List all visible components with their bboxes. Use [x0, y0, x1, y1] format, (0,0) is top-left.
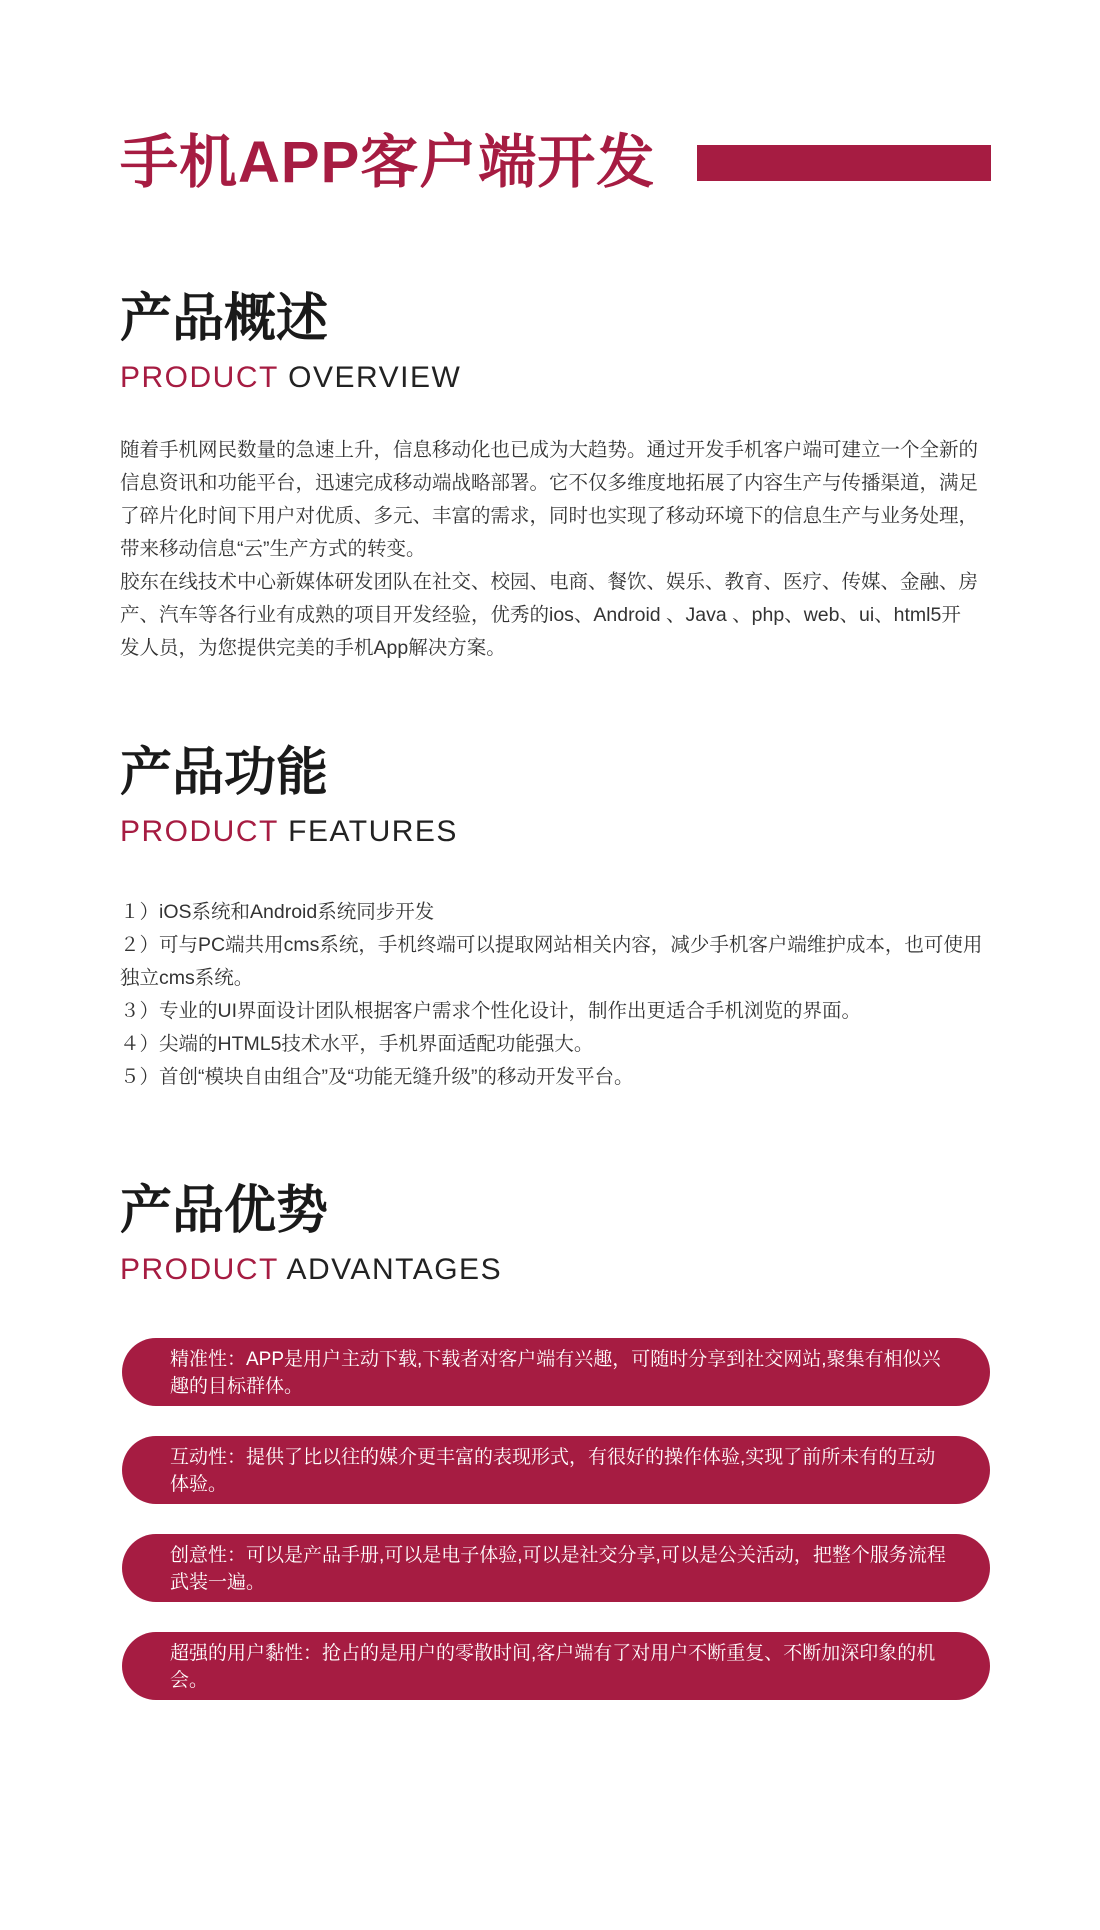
list-item: １）iOS系统和Android系统同步开发 — [120, 901, 435, 923]
page-title: 手机APP客户端开发 — [120, 130, 656, 195]
list-item: ５）首创“模块自由组合”及“功能无缝升级”的移动开发平台。 — [120, 1066, 634, 1088]
advantage-pill: 互动性：提供了比以往的媒介更丰富的表现形式，有很好的操作体验,实现了前所未有的互动体验。 — [122, 1436, 990, 1504]
advantage-pill: 创意性：可以是产品手册,可以是电子体验,可以是社交分享,可以是公关活动，把整个服务流程武装一遍。 — [122, 1534, 990, 1602]
overview-paragraph: 胶东在线技术中心新媒体研发团队在社交、校园、电商、餐饮、娱乐、教育、医疗、传媒、金融、房产、汽车等各行业有成熟的项目开发经验，优秀的ios、Android 、Java 、php、web、ui、html5开发人员，为您提供完美的手机App解决方案。 — [120, 571, 979, 659]
list-item: ４）尖端的HTML5技术水平，手机界面适配功能强大。 — [120, 1033, 594, 1055]
advantages-heading: 产品优势 — [120, 1182, 329, 1240]
advantage-pill: 超强的用户黏性：抢占的是用户的零散时间,客户端有了对用户不断重复、不断加深印象的机会。 — [122, 1632, 990, 1700]
list-item: ３）专业的UI界面设计团队根据客户需求个性化设计，制作出更适合手机浏览的界面。 — [120, 1000, 862, 1022]
features-heading: 产品功能 — [120, 744, 329, 802]
overview-subheading — [120, 358, 1000, 398]
list-item: ２）可与PC端共用cms系统，手机终端可以提取网站相关内容，减少手机客户端维护成本，也可使用独立cms系统。 — [120, 934, 983, 989]
features-body — [120, 896, 1000, 1094]
advantages-subheading-rest: ADVANTAGES — [278, 1253, 503, 1286]
feature-list — [120, 896, 1000, 1094]
title-accent-bar — [697, 145, 991, 181]
advantages-subheading — [120, 1250, 1000, 1290]
advantages-subheading-accent: PRODUCT — [120, 1253, 279, 1286]
advantages-list — [122, 1338, 990, 1730]
advantages-section — [120, 1180, 1000, 1290]
overview-section — [120, 288, 1000, 398]
overview-heading: 产品概述 — [120, 290, 329, 348]
features-subheading-accent: PRODUCT — [120, 815, 279, 848]
advantage-pill: 精准性：APP是用户主动下载,下载者对客户端有兴趣，可随时分享到社交网站,聚集有相似兴趣的目标群体。 — [122, 1338, 990, 1406]
features-subheading — [120, 812, 1000, 852]
features-section — [120, 742, 1000, 852]
overview-paragraph: 随着手机网民数量的急速上升，信息移动化也已成为大趋势。通过开发手机客户端可建立一个全新的信息资讯和功能平台，迅速完成移动端战略部署。它不仅多维度地拓展了内容生产与传播渠道，满足了碎片化时间下用户对优质、多元、丰富的需求，同时也实现了移动环境下的信息生产与业务处理，带来移动信息“云”生产方式的转变。 — [120, 439, 979, 560]
overview-subheading-rest: OVERVIEW — [278, 361, 462, 394]
overview-body — [120, 434, 1000, 665]
overview-subheading-accent: PRODUCT — [120, 361, 279, 394]
features-subheading-rest: FEATURES — [278, 815, 458, 848]
